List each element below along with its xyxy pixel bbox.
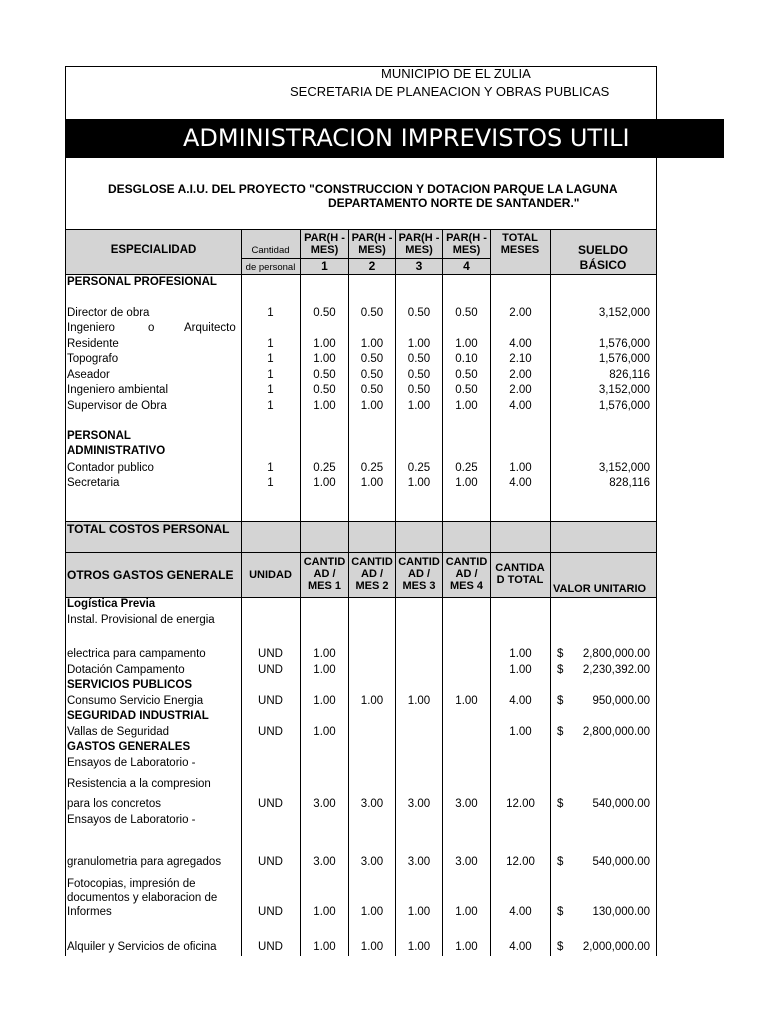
desglose-line-1: DESGLOSE A.I.U. DEL PROYECTO "CONSTRUCCION Y DOTACION PARQUE LA LAGUNA [108, 182, 618, 196]
section-personal-admin-2: ADMINISTRATIVO [67, 445, 166, 457]
consumo-m3: 1.00 [407, 695, 431, 707]
col-par-1: PAR(H - MES) [304, 232, 345, 256]
instal-currency: $ [557, 648, 564, 660]
prof-row-1-total: 4.00 [509, 338, 532, 350]
prof-row-5-qty: 1 [267, 400, 274, 412]
vallas-currency: $ [557, 726, 564, 738]
col-par-3: PAR(H - MES) [398, 232, 440, 256]
col-par-num-1: 1 [321, 259, 328, 273]
col-mes-2: CANTID AD / MES 2 [351, 556, 393, 592]
consumo-m1: 1.00 [313, 695, 336, 707]
prof-row-1-m1: 1.00 [313, 338, 336, 350]
dotacion-m1: 1.00 [313, 664, 336, 676]
top-border [65, 66, 657, 67]
prof-row-3-m4: 0.50 [455, 369, 478, 381]
section-personal-admin-1: PERSONAL [67, 430, 131, 442]
ensayos1-line-2: Resistencia a la compresion [67, 778, 211, 790]
ensayos1-line-3: para los concretos [67, 798, 161, 810]
admin-row-1-name: Secretaria [67, 477, 120, 489]
prof-row-1-name: Residente [67, 338, 119, 350]
consumo-currency: $ [557, 695, 564, 707]
right-border [656, 66, 657, 119]
admin-row-0-qty: 1 [267, 462, 274, 474]
ingeniero-label-2: o [148, 322, 155, 334]
alquiler-m1: 1.00 [313, 941, 336, 953]
alquiler-name: Alquiler y Servicios de oficina [67, 941, 217, 953]
fotocopias-total: 4.00 [509, 906, 532, 918]
prof-row-0-name: Director de obra [67, 307, 150, 319]
gastos-generales: GASTOS GENERALES [67, 741, 191, 753]
prof-row-4-m1: 0.50 [313, 384, 336, 396]
vallas-total: 1.00 [509, 726, 532, 738]
prof-row-0-m3: 0.50 [407, 307, 431, 319]
alquiler-unit: UND [258, 941, 283, 953]
col-par-num-3: 3 [415, 259, 423, 273]
alquiler-m2: 1.00 [360, 941, 384, 953]
col-par-2: PAR(H - MES) [351, 232, 393, 256]
prof-row-1-qty: 1 [267, 338, 274, 350]
col-otros-gastos: OTROS GASTOS GENERALE [67, 568, 234, 582]
alquiler-valor: 2,000,000.00 [582, 941, 650, 953]
consumo-m2: 1.00 [360, 695, 384, 707]
ensayos1-m1: 3.00 [313, 798, 336, 810]
admin-row-1-m3: 1.00 [407, 477, 431, 489]
prof-row-2-name: Topografo [67, 353, 119, 365]
prof-row-4-total: 2.00 [509, 384, 532, 396]
vallas-valor: 2,800,000.00 [582, 726, 650, 738]
admin-row-1-m2: 1.00 [360, 477, 384, 489]
ingeniero-label-1: Ingeniero [67, 322, 115, 334]
col-sueldo: SUELDO BÁSICO [577, 243, 628, 272]
col-total-meses: TOTAL MESES [500, 232, 540, 256]
secretaria-title: SECRETARIA DE PLANEACION Y OBRAS PUBLICAS [290, 84, 610, 99]
col-valor-unitario: VALOR UNITARIO [553, 583, 647, 595]
vallas-unit: UND [258, 726, 283, 738]
prof-row-3-m3: 0.50 [407, 369, 431, 381]
col-mes-1: CANTID AD / MES 1 [303, 556, 346, 592]
admin-row-0-m2: 0.25 [360, 462, 384, 474]
prof-row-3-total: 2.00 [509, 369, 532, 381]
prof-row-2-m4: 0.10 [455, 353, 478, 365]
admin-row-1-total: 4.00 [509, 477, 532, 489]
prof-row-5-m4: 1.00 [455, 400, 478, 412]
ensayos2-m2: 3.00 [360, 856, 384, 868]
prof-row-4-name: Ingeniero ambiental [67, 384, 169, 396]
ensayos2-m3: 3.00 [407, 856, 431, 868]
prof-row-5-m1: 1.00 [313, 400, 336, 412]
dotacion-currency: $ [557, 664, 564, 676]
dotacion-valor: 2,230,392.00 [582, 664, 650, 676]
ensayos1-m3: 3.00 [407, 798, 431, 810]
consumo-m4: 1.00 [455, 695, 478, 707]
prof-row-2-qty: 1 [267, 353, 274, 365]
prof-row-0-total: 2.00 [509, 307, 532, 319]
fotocopias-m4: 1.00 [455, 906, 478, 918]
col-de-personal: de personal [245, 262, 296, 273]
vallas-name: Vallas de Seguridad [67, 726, 170, 738]
prof-row-1-m4: 1.00 [455, 338, 478, 350]
admin-row-1-qty: 1 [267, 477, 274, 489]
col-unidad: UNIDAD [249, 569, 292, 581]
prof-row-5-total: 4.00 [509, 400, 532, 412]
prof-row-1-m3: 1.00 [407, 338, 431, 350]
vallas-m1: 1.00 [313, 726, 336, 738]
hline-total-bottom [65, 552, 657, 553]
logistica-previa: Logística Previa [67, 598, 156, 610]
ensayos1-line-1: Ensayos de Laboratorio - [67, 757, 196, 769]
ensayos2-line-2: granulometria para agregados [67, 856, 222, 868]
ensayos1-m2: 3.00 [360, 798, 384, 810]
alquiler-currency: $ [557, 941, 564, 953]
instal-total: 1.00 [509, 648, 532, 660]
fotocopias-currency: $ [557, 906, 564, 918]
ensayos1-currency: $ [557, 798, 564, 810]
fotocopias-m1: 1.00 [313, 906, 336, 918]
admin-row-0-sueldo: 3,152,000 [598, 462, 650, 474]
fotocopias-m3: 1.00 [407, 906, 431, 918]
servicios-publicos: SERVICIOS PUBLICOS [67, 679, 193, 691]
prof-row-2-m2: 0.50 [360, 353, 384, 365]
dotacion-total: 1.00 [509, 664, 532, 676]
prof-row-3-m1: 0.50 [313, 369, 336, 381]
section-personal-profesional: PERSONAL PROFESIONAL [67, 276, 217, 288]
prof-row-0-sueldo: 3,152,000 [598, 307, 650, 319]
hline-table-top [65, 229, 657, 230]
col-mes-4: CANTID AD / MES 4 [445, 556, 488, 592]
municipio-title: MUNICIPIO DE EL ZULIA [381, 66, 531, 81]
admin-row-0-total: 1.00 [509, 462, 532, 474]
right-border-mid [656, 158, 657, 956]
col-cantidad: Cantidad [251, 245, 290, 256]
prof-row-2-m1: 1.00 [313, 353, 336, 365]
prof-row-1-m2: 1.00 [360, 338, 384, 350]
prof-row-5-name: Supervisor de Obra [67, 400, 167, 412]
prof-row-4-m3: 0.50 [407, 384, 431, 396]
total-costos-personal: TOTAL COSTOS PERSONAL [67, 522, 230, 536]
dotacion-name: Dotación Campamento [67, 664, 185, 676]
consumo-unit: UND [258, 695, 283, 707]
instal-line-2: electrica para campamento [67, 648, 206, 660]
col-par-num-2: 2 [368, 259, 376, 273]
prof-row-0-m1: 0.50 [313, 307, 336, 319]
prof-row-5-m2: 1.00 [360, 400, 384, 412]
prof-row-4-sueldo: 3,152,000 [598, 384, 650, 396]
prof-row-4-qty: 1 [267, 384, 274, 396]
fotocopias-m2: 1.00 [360, 906, 384, 918]
admin-row-0-m4: 0.25 [455, 462, 478, 474]
fotocopias-unit: UND [258, 906, 283, 918]
prof-row-5-m3: 1.00 [407, 400, 431, 412]
prof-row-3-name: Aseador [67, 369, 110, 381]
instal-unit: UND [258, 648, 283, 660]
admin-row-0-m1: 0.25 [313, 462, 336, 474]
fotocopias-line-1: Fotocopias, impresión de [67, 878, 196, 890]
instal-valor: 2,800,000.00 [582, 648, 650, 660]
col-par-num-4: 4 [463, 259, 470, 273]
ensayos2-total: 12.00 [506, 856, 535, 868]
ensayos1-m4: 3.00 [455, 798, 478, 810]
col-mes-3: CANTID AD / MES 3 [398, 556, 440, 592]
ensayos2-currency: $ [557, 856, 564, 868]
col-especialidad: ESPECIALIDAD [110, 244, 197, 256]
prof-row-0-m2: 0.50 [360, 307, 384, 319]
col-par-4: PAR(H - MES) [446, 232, 487, 256]
alquiler-m4: 1.00 [455, 941, 478, 953]
instal-line-1: Instal. Provisional de energia [67, 614, 215, 626]
left-border [65, 66, 66, 956]
alquiler-m3: 1.00 [407, 941, 431, 953]
prof-row-4-m4: 0.50 [455, 384, 478, 396]
ensayos2-line-1: Ensayos de Laboratorio - [67, 814, 196, 826]
banner-title: ADMINISTRACION IMPREVISTOS UTILI [183, 124, 630, 152]
alquiler-total: 4.00 [509, 941, 532, 953]
ensayos2-m1: 3.00 [313, 856, 336, 868]
fotocopias-line-3: Informes [67, 906, 112, 918]
seguridad-industrial: SEGURIDAD INDUSTRIAL [67, 710, 209, 722]
ensayos1-valor: 540,000.00 [592, 798, 650, 810]
dotacion-unit: UND [258, 664, 283, 676]
consumo-total: 4.00 [509, 695, 532, 707]
prof-row-1-sueldo: 1,576,000 [598, 338, 650, 350]
prof-row-2-sueldo: 1,576,000 [598, 353, 650, 365]
prof-row-3-qty: 1 [267, 369, 274, 381]
prof-row-3-sueldo: 826,116 [609, 369, 650, 381]
admin-row-0-m3: 0.25 [407, 462, 431, 474]
title-banner [65, 119, 724, 158]
prof-row-3-m2: 0.50 [360, 369, 384, 381]
fotocopias-line-2: documentos y elaboracion de [67, 892, 218, 904]
ensayos1-unit: UND [258, 798, 283, 810]
desglose-line-2: DEPARTAMENTO NORTE DE SANTANDER." [328, 196, 580, 210]
prof-row-2-m3: 0.50 [407, 353, 431, 365]
admin-row-1-m4: 1.00 [455, 477, 478, 489]
instal-m1: 1.00 [313, 648, 336, 660]
consumo-name: Consumo Servicio Energia [67, 695, 204, 707]
prof-row-0-qty: 1 [267, 307, 274, 319]
ensayos1-total: 12.00 [506, 798, 535, 810]
prof-row-5-sueldo: 1,576,000 [598, 400, 650, 412]
consumo-valor: 950,000.00 [592, 695, 650, 707]
admin-row-0-name: Contador publico [67, 462, 154, 474]
ensayos2-m4: 3.00 [455, 856, 478, 868]
ingeniero-label-3: Arquitecto [184, 322, 236, 334]
fotocopias-valor: 130,000.00 [592, 906, 650, 918]
col-cantidad-total: CANTIDA D TOTAL [495, 562, 545, 586]
ensayos2-unit: UND [258, 856, 283, 868]
ensayos2-valor: 540,000.00 [592, 856, 650, 868]
prof-row-2-total: 2.10 [509, 353, 532, 365]
prof-row-0-m4: 0.50 [455, 307, 478, 319]
prof-row-4-m2: 0.50 [360, 384, 384, 396]
admin-row-1-sueldo: 828,116 [609, 477, 650, 489]
admin-row-1-m1: 1.00 [313, 477, 336, 489]
